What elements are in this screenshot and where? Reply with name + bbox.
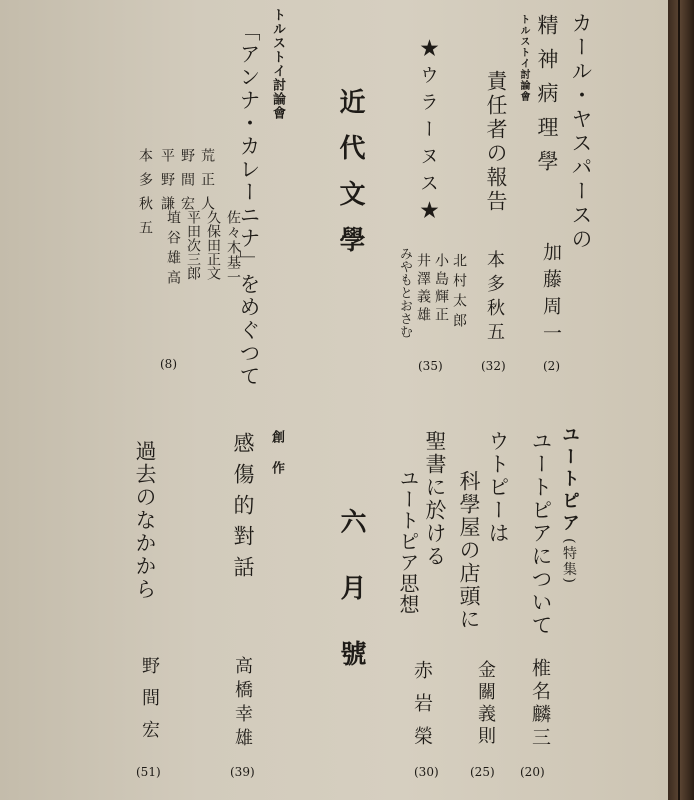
participant: 平田次三郎 xyxy=(185,210,201,280)
article-page-number: (8) xyxy=(160,357,177,371)
article-author: みやもとおさむ xyxy=(397,247,412,338)
participant: 久保田正文 xyxy=(205,210,221,280)
participant: 本多秋五 xyxy=(137,148,153,244)
article-title: ユートピアについて xyxy=(529,430,553,637)
article-page-number: (25) xyxy=(470,765,495,779)
article-title: ★ウラーヌス★ xyxy=(417,38,439,227)
article-title: 責任者の報告 xyxy=(484,70,508,214)
issue-label: 六月號 xyxy=(336,508,366,706)
book-binding xyxy=(668,0,694,800)
feature-label: ユートピア xyxy=(559,425,580,535)
article-page-number: (32) xyxy=(481,359,506,373)
article-author: 金關義則 xyxy=(475,660,496,748)
article-author: 野間宏 xyxy=(139,656,160,752)
creative-label: 創作 xyxy=(269,430,284,492)
article-author: 井澤義雄 xyxy=(415,253,431,325)
participant: 野間宏 xyxy=(179,148,195,220)
article-page-number: (30) xyxy=(414,765,439,779)
participant: 埴谷雄高 xyxy=(165,210,181,290)
magazine-title: 近代文學 xyxy=(335,88,365,272)
article-author: 北村太郎 xyxy=(451,253,467,333)
binding-edge xyxy=(678,0,680,800)
article-author: 本多秋五 xyxy=(484,250,505,346)
article-page-number: (39) xyxy=(230,765,255,779)
article-author: 高橋幸雄 xyxy=(232,656,253,752)
article-title-line2: ユートピア思想 xyxy=(396,468,420,615)
series-label: トルストイ討論會 xyxy=(518,14,529,102)
article-page-number: (51) xyxy=(136,765,161,779)
article-page-number: (35) xyxy=(418,359,443,373)
article-title-line1: カール・ヤスパースの xyxy=(569,12,593,252)
participant: 荒正人 xyxy=(199,148,215,220)
participant: 佐々木基一 xyxy=(225,210,241,285)
article-title-line2: 精神病理學 xyxy=(535,14,559,184)
series-label: トルストイ討論會 xyxy=(270,8,285,120)
article-author: 椎名麟三 xyxy=(529,658,551,750)
article-page-number: (2) xyxy=(543,359,560,373)
participant: 平野謙 xyxy=(159,148,175,220)
feature-tag: (特集) xyxy=(561,538,577,585)
article-author: 赤岩榮 xyxy=(411,660,433,759)
article-title: 「アンナ・カレーニナ」をめぐつて xyxy=(237,20,261,388)
article-title-line2: 科學屋の店頭に xyxy=(457,470,481,631)
article-author: 小島輝正 xyxy=(433,253,449,325)
article-title-line1: 聖書に於ける xyxy=(423,430,447,568)
article-title: 感傷的對話 xyxy=(231,432,255,587)
article-title: 過去のなかから xyxy=(133,440,157,601)
article-author: 加藤周一 xyxy=(540,242,562,350)
article-title-line1: ウトピーは xyxy=(486,430,510,545)
article-page-number: (20) xyxy=(520,765,545,779)
